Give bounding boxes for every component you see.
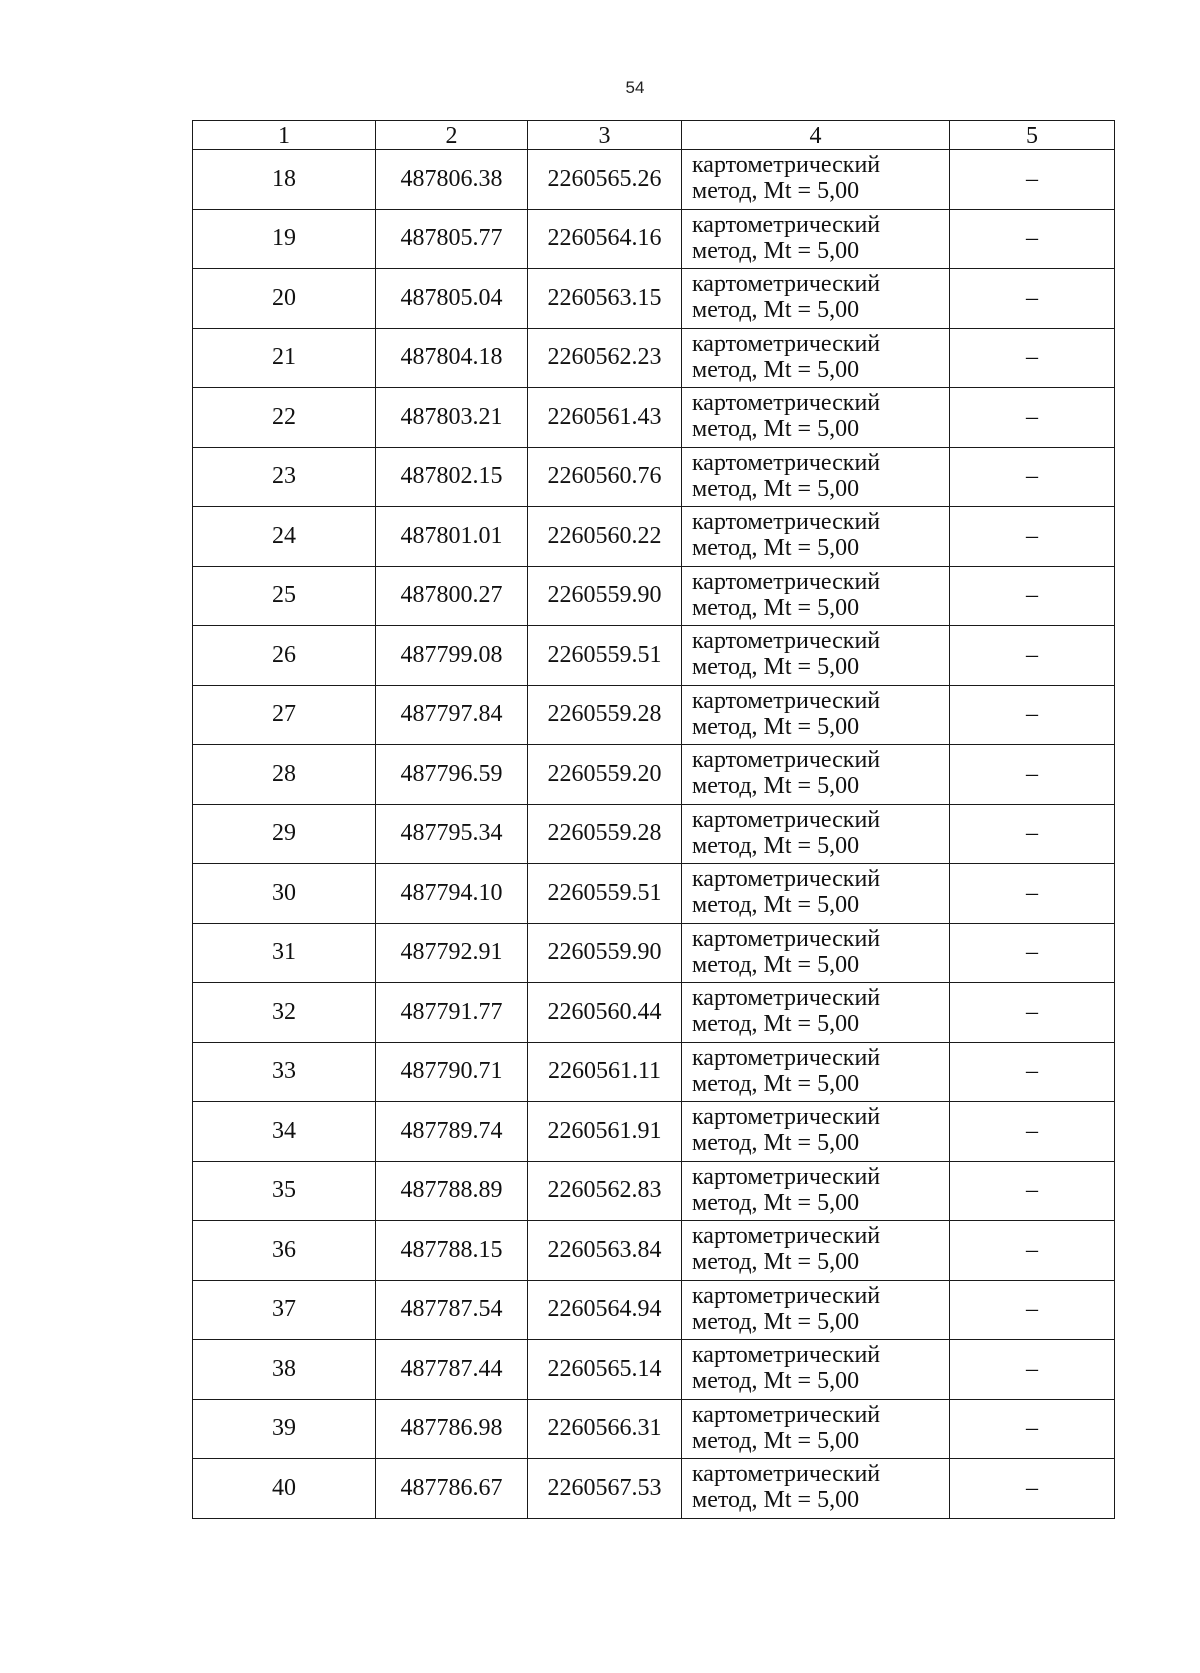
method-cell bbox=[682, 983, 950, 1043]
note-cell: – bbox=[950, 566, 1115, 626]
method-line-2: метод, Mt = 5,00 bbox=[692, 892, 860, 919]
header-col-4: 4 bbox=[682, 121, 950, 150]
method-cell bbox=[682, 1340, 950, 1400]
point-number-cell: 20 bbox=[193, 269, 376, 329]
note-cell: – bbox=[950, 1399, 1115, 1459]
y-coordinate-cell: 2260562.23 bbox=[528, 328, 682, 388]
method-line-2: метод, Mt = 5,00 bbox=[692, 1130, 860, 1157]
x-coordinate-cell: 487788.89 bbox=[376, 1161, 528, 1221]
method-line-1: картометрический bbox=[692, 866, 881, 892]
method-cell bbox=[682, 1221, 950, 1281]
page-number: 54 bbox=[625, 78, 645, 97]
point-number-cell: 34 bbox=[193, 1102, 376, 1162]
x-coordinate-cell: 487806.38 bbox=[376, 150, 528, 210]
method-line-2: метод, Mt = 5,00 bbox=[692, 654, 860, 681]
method-line-1: картометрический bbox=[692, 687, 881, 714]
note-cell: – bbox=[950, 804, 1115, 864]
table-row bbox=[193, 1459, 1115, 1519]
x-coordinate-cell: 487794.10 bbox=[376, 864, 528, 924]
method-line-1: картометрический bbox=[692, 1342, 881, 1368]
method-cell bbox=[682, 923, 950, 983]
point-number-cell: 33 bbox=[193, 1042, 376, 1102]
y-coordinate-cell: 2260561.43 bbox=[528, 388, 682, 448]
method-line-2: метод, Mt = 5,00 bbox=[692, 1368, 860, 1395]
table-row bbox=[193, 507, 1115, 567]
method-line-1: картометрический bbox=[692, 628, 881, 654]
y-coordinate-cell: 2260560.22 bbox=[528, 507, 682, 567]
method-line-2: метод, Mt = 5,00 bbox=[692, 1249, 860, 1276]
note-cell: – bbox=[950, 685, 1115, 745]
note-cell: – bbox=[950, 388, 1115, 448]
x-coordinate-cell: 487799.08 bbox=[376, 626, 528, 686]
method-cell bbox=[682, 150, 950, 210]
table-row bbox=[193, 209, 1115, 269]
point-number-cell: 29 bbox=[193, 804, 376, 864]
point-number-cell: 18 bbox=[193, 150, 376, 210]
point-number-cell: 30 bbox=[193, 864, 376, 924]
method-line-1: картометрический bbox=[692, 390, 881, 416]
y-coordinate-cell: 2260564.16 bbox=[528, 209, 682, 269]
method-line-1: картометрический bbox=[692, 509, 881, 535]
table-row bbox=[193, 804, 1115, 864]
method-line-2: метод, Mt = 5,00 bbox=[692, 475, 860, 502]
method-line-1: картометрический bbox=[692, 568, 881, 595]
method-line-1: картометрический bbox=[692, 747, 881, 773]
x-coordinate-cell: 487800.27 bbox=[376, 566, 528, 626]
y-coordinate-cell: 2260564.94 bbox=[528, 1280, 682, 1340]
method-line-1: картометрический bbox=[692, 1163, 881, 1190]
method-line-2: метод, Mt = 5,00 bbox=[692, 416, 860, 443]
method-line-2: метод, Mt = 5,00 bbox=[692, 951, 860, 978]
point-number-cell: 32 bbox=[193, 983, 376, 1043]
x-coordinate-cell: 487804.18 bbox=[376, 328, 528, 388]
y-coordinate-cell: 2260562.83 bbox=[528, 1161, 682, 1221]
point-number-cell: 37 bbox=[193, 1280, 376, 1340]
method-line-2: метод, Mt = 5,00 bbox=[692, 1308, 860, 1335]
y-coordinate-cell: 2260559.28 bbox=[528, 804, 682, 864]
note-cell: – bbox=[950, 447, 1115, 507]
method-line-1: картометрический bbox=[692, 806, 881, 833]
table-row bbox=[193, 388, 1115, 448]
note-cell: – bbox=[950, 1161, 1115, 1221]
note-cell: – bbox=[950, 1042, 1115, 1102]
note-cell: – bbox=[950, 209, 1115, 269]
method-line-1: картометрический bbox=[692, 985, 881, 1011]
coordinates-table bbox=[192, 120, 1115, 1519]
note-cell: – bbox=[950, 983, 1115, 1043]
table-body bbox=[193, 150, 1115, 1519]
method-line-1: картометрический bbox=[692, 152, 881, 178]
method-line-2: метод, Mt = 5,00 bbox=[692, 297, 860, 324]
table-row bbox=[193, 745, 1115, 805]
table-row bbox=[193, 1042, 1115, 1102]
method-line-2: метод, Mt = 5,00 bbox=[692, 1070, 860, 1097]
method-line-2: метод, Mt = 5,00 bbox=[692, 356, 860, 383]
method-cell bbox=[682, 507, 950, 567]
method-line-2: метод, Mt = 5,00 bbox=[692, 535, 860, 562]
header-row bbox=[193, 121, 1115, 150]
note-cell: – bbox=[950, 1459, 1115, 1519]
method-line-2: метод, Mt = 5,00 bbox=[692, 1189, 860, 1216]
table-row bbox=[193, 269, 1115, 329]
table-row bbox=[193, 1221, 1115, 1281]
method-line-2: метод, Mt = 5,00 bbox=[692, 594, 860, 621]
y-coordinate-cell: 2260559.90 bbox=[528, 923, 682, 983]
y-coordinate-cell: 2260561.91 bbox=[528, 1102, 682, 1162]
point-number-cell: 23 bbox=[193, 447, 376, 507]
y-coordinate-cell: 2260560.76 bbox=[528, 447, 682, 507]
method-cell bbox=[682, 388, 950, 448]
note-cell: – bbox=[950, 745, 1115, 805]
method-cell bbox=[682, 447, 950, 507]
point-number-cell: 36 bbox=[193, 1221, 376, 1281]
x-coordinate-cell: 487787.44 bbox=[376, 1340, 528, 1400]
method-cell bbox=[682, 685, 950, 745]
x-coordinate-cell: 487786.98 bbox=[376, 1399, 528, 1459]
method-line-2: метод, Mt = 5,00 bbox=[692, 713, 860, 740]
x-coordinate-cell: 487805.77 bbox=[376, 209, 528, 269]
point-number-cell: 21 bbox=[193, 328, 376, 388]
method-cell bbox=[682, 1102, 950, 1162]
method-line-1: картометрический bbox=[692, 211, 881, 238]
y-coordinate-cell: 2260559.28 bbox=[528, 685, 682, 745]
method-line-1: картометрический bbox=[692, 449, 881, 476]
method-cell bbox=[682, 804, 950, 864]
note-cell: – bbox=[950, 1340, 1115, 1400]
table-row bbox=[193, 447, 1115, 507]
x-coordinate-cell: 487791.77 bbox=[376, 983, 528, 1043]
table-row bbox=[193, 923, 1115, 983]
y-coordinate-cell: 2260560.44 bbox=[528, 983, 682, 1043]
method-line-2: метод, Mt = 5,00 bbox=[692, 1487, 860, 1514]
table-row bbox=[193, 1399, 1115, 1459]
point-number-cell: 25 bbox=[193, 566, 376, 626]
method-cell bbox=[682, 745, 950, 805]
x-coordinate-cell: 487802.15 bbox=[376, 447, 528, 507]
x-coordinate-cell: 487786.67 bbox=[376, 1459, 528, 1519]
header-col-2: 2 bbox=[376, 121, 528, 150]
method-line-1: картометрический bbox=[692, 1461, 881, 1487]
y-coordinate-cell: 2260566.31 bbox=[528, 1399, 682, 1459]
note-cell: – bbox=[950, 328, 1115, 388]
x-coordinate-cell: 487803.21 bbox=[376, 388, 528, 448]
method-cell bbox=[682, 626, 950, 686]
point-number-cell: 35 bbox=[193, 1161, 376, 1221]
note-cell: – bbox=[950, 269, 1115, 329]
point-number-cell: 40 bbox=[193, 1459, 376, 1519]
method-cell bbox=[682, 1459, 950, 1519]
table-row bbox=[193, 566, 1115, 626]
x-coordinate-cell: 487792.91 bbox=[376, 923, 528, 983]
header-col-5: 5 bbox=[950, 121, 1115, 150]
method-line-1: картометрический bbox=[692, 1104, 881, 1130]
method-line-1: картометрический bbox=[692, 925, 881, 952]
method-line-1: картометрический bbox=[692, 1401, 881, 1428]
y-coordinate-cell: 2260559.51 bbox=[528, 626, 682, 686]
method-cell bbox=[682, 566, 950, 626]
method-cell bbox=[682, 328, 950, 388]
table-row bbox=[193, 864, 1115, 924]
point-number-cell: 28 bbox=[193, 745, 376, 805]
table-row bbox=[193, 983, 1115, 1043]
method-cell bbox=[682, 1399, 950, 1459]
note-cell: – bbox=[950, 1221, 1115, 1281]
method-line-1: картометрический bbox=[692, 1282, 881, 1309]
header-col-1: 1 bbox=[193, 121, 376, 150]
point-number-cell: 26 bbox=[193, 626, 376, 686]
y-coordinate-cell: 2260559.90 bbox=[528, 566, 682, 626]
y-coordinate-cell: 2260565.14 bbox=[528, 1340, 682, 1400]
x-coordinate-cell: 487801.01 bbox=[376, 507, 528, 567]
x-coordinate-cell: 487805.04 bbox=[376, 269, 528, 329]
table-row bbox=[193, 1280, 1115, 1340]
method-cell bbox=[682, 269, 950, 329]
method-line-2: метод, Mt = 5,00 bbox=[692, 1011, 860, 1038]
table-row bbox=[193, 150, 1115, 210]
note-cell: – bbox=[950, 923, 1115, 983]
point-number-cell: 22 bbox=[193, 388, 376, 448]
method-line-2: метод, Mt = 5,00 bbox=[692, 832, 860, 859]
table-row bbox=[193, 685, 1115, 745]
table-row bbox=[193, 1161, 1115, 1221]
method-cell bbox=[682, 1042, 950, 1102]
method-line-2: метод, Mt = 5,00 bbox=[692, 1427, 860, 1454]
y-coordinate-cell: 2260563.84 bbox=[528, 1221, 682, 1281]
table-header bbox=[193, 121, 1115, 150]
x-coordinate-cell: 487789.74 bbox=[376, 1102, 528, 1162]
method-line-1: картометрический bbox=[692, 271, 881, 297]
point-number-cell: 38 bbox=[193, 1340, 376, 1400]
y-coordinate-cell: 2260565.26 bbox=[528, 150, 682, 210]
table-row bbox=[193, 328, 1115, 388]
note-cell: – bbox=[950, 150, 1115, 210]
table-row bbox=[193, 1102, 1115, 1162]
x-coordinate-cell: 487788.15 bbox=[376, 1221, 528, 1281]
x-coordinate-cell: 487796.59 bbox=[376, 745, 528, 805]
x-coordinate-cell: 487787.54 bbox=[376, 1280, 528, 1340]
y-coordinate-cell: 2260559.51 bbox=[528, 864, 682, 924]
x-coordinate-cell: 487795.34 bbox=[376, 804, 528, 864]
x-coordinate-cell: 487790.71 bbox=[376, 1042, 528, 1102]
point-number-cell: 39 bbox=[193, 1399, 376, 1459]
method-line-1: картометрический bbox=[692, 1223, 881, 1249]
method-cell bbox=[682, 1161, 950, 1221]
note-cell: – bbox=[950, 1280, 1115, 1340]
note-cell: – bbox=[950, 626, 1115, 686]
method-line-2: метод, Mt = 5,00 bbox=[692, 178, 860, 205]
y-coordinate-cell: 2260563.15 bbox=[528, 269, 682, 329]
y-coordinate-cell: 2260561.11 bbox=[528, 1042, 682, 1102]
table-row bbox=[193, 1340, 1115, 1400]
method-cell bbox=[682, 1280, 950, 1340]
method-line-2: метод, Mt = 5,00 bbox=[692, 237, 860, 264]
point-number-cell: 19 bbox=[193, 209, 376, 269]
point-number-cell: 27 bbox=[193, 685, 376, 745]
y-coordinate-cell: 2260567.53 bbox=[528, 1459, 682, 1519]
note-cell: – bbox=[950, 507, 1115, 567]
method-line-1: картометрический bbox=[692, 1044, 881, 1071]
point-number-cell: 31 bbox=[193, 923, 376, 983]
method-cell bbox=[682, 864, 950, 924]
y-coordinate-cell: 2260559.20 bbox=[528, 745, 682, 805]
note-cell: – bbox=[950, 864, 1115, 924]
table-row bbox=[193, 626, 1115, 686]
method-line-2: метод, Mt = 5,00 bbox=[692, 773, 860, 800]
method-cell bbox=[682, 209, 950, 269]
header-col-3: 3 bbox=[528, 121, 682, 150]
x-coordinate-cell: 487797.84 bbox=[376, 685, 528, 745]
point-number-cell: 24 bbox=[193, 507, 376, 567]
note-cell: – bbox=[950, 1102, 1115, 1162]
method-line-1: картометрический bbox=[692, 330, 881, 357]
